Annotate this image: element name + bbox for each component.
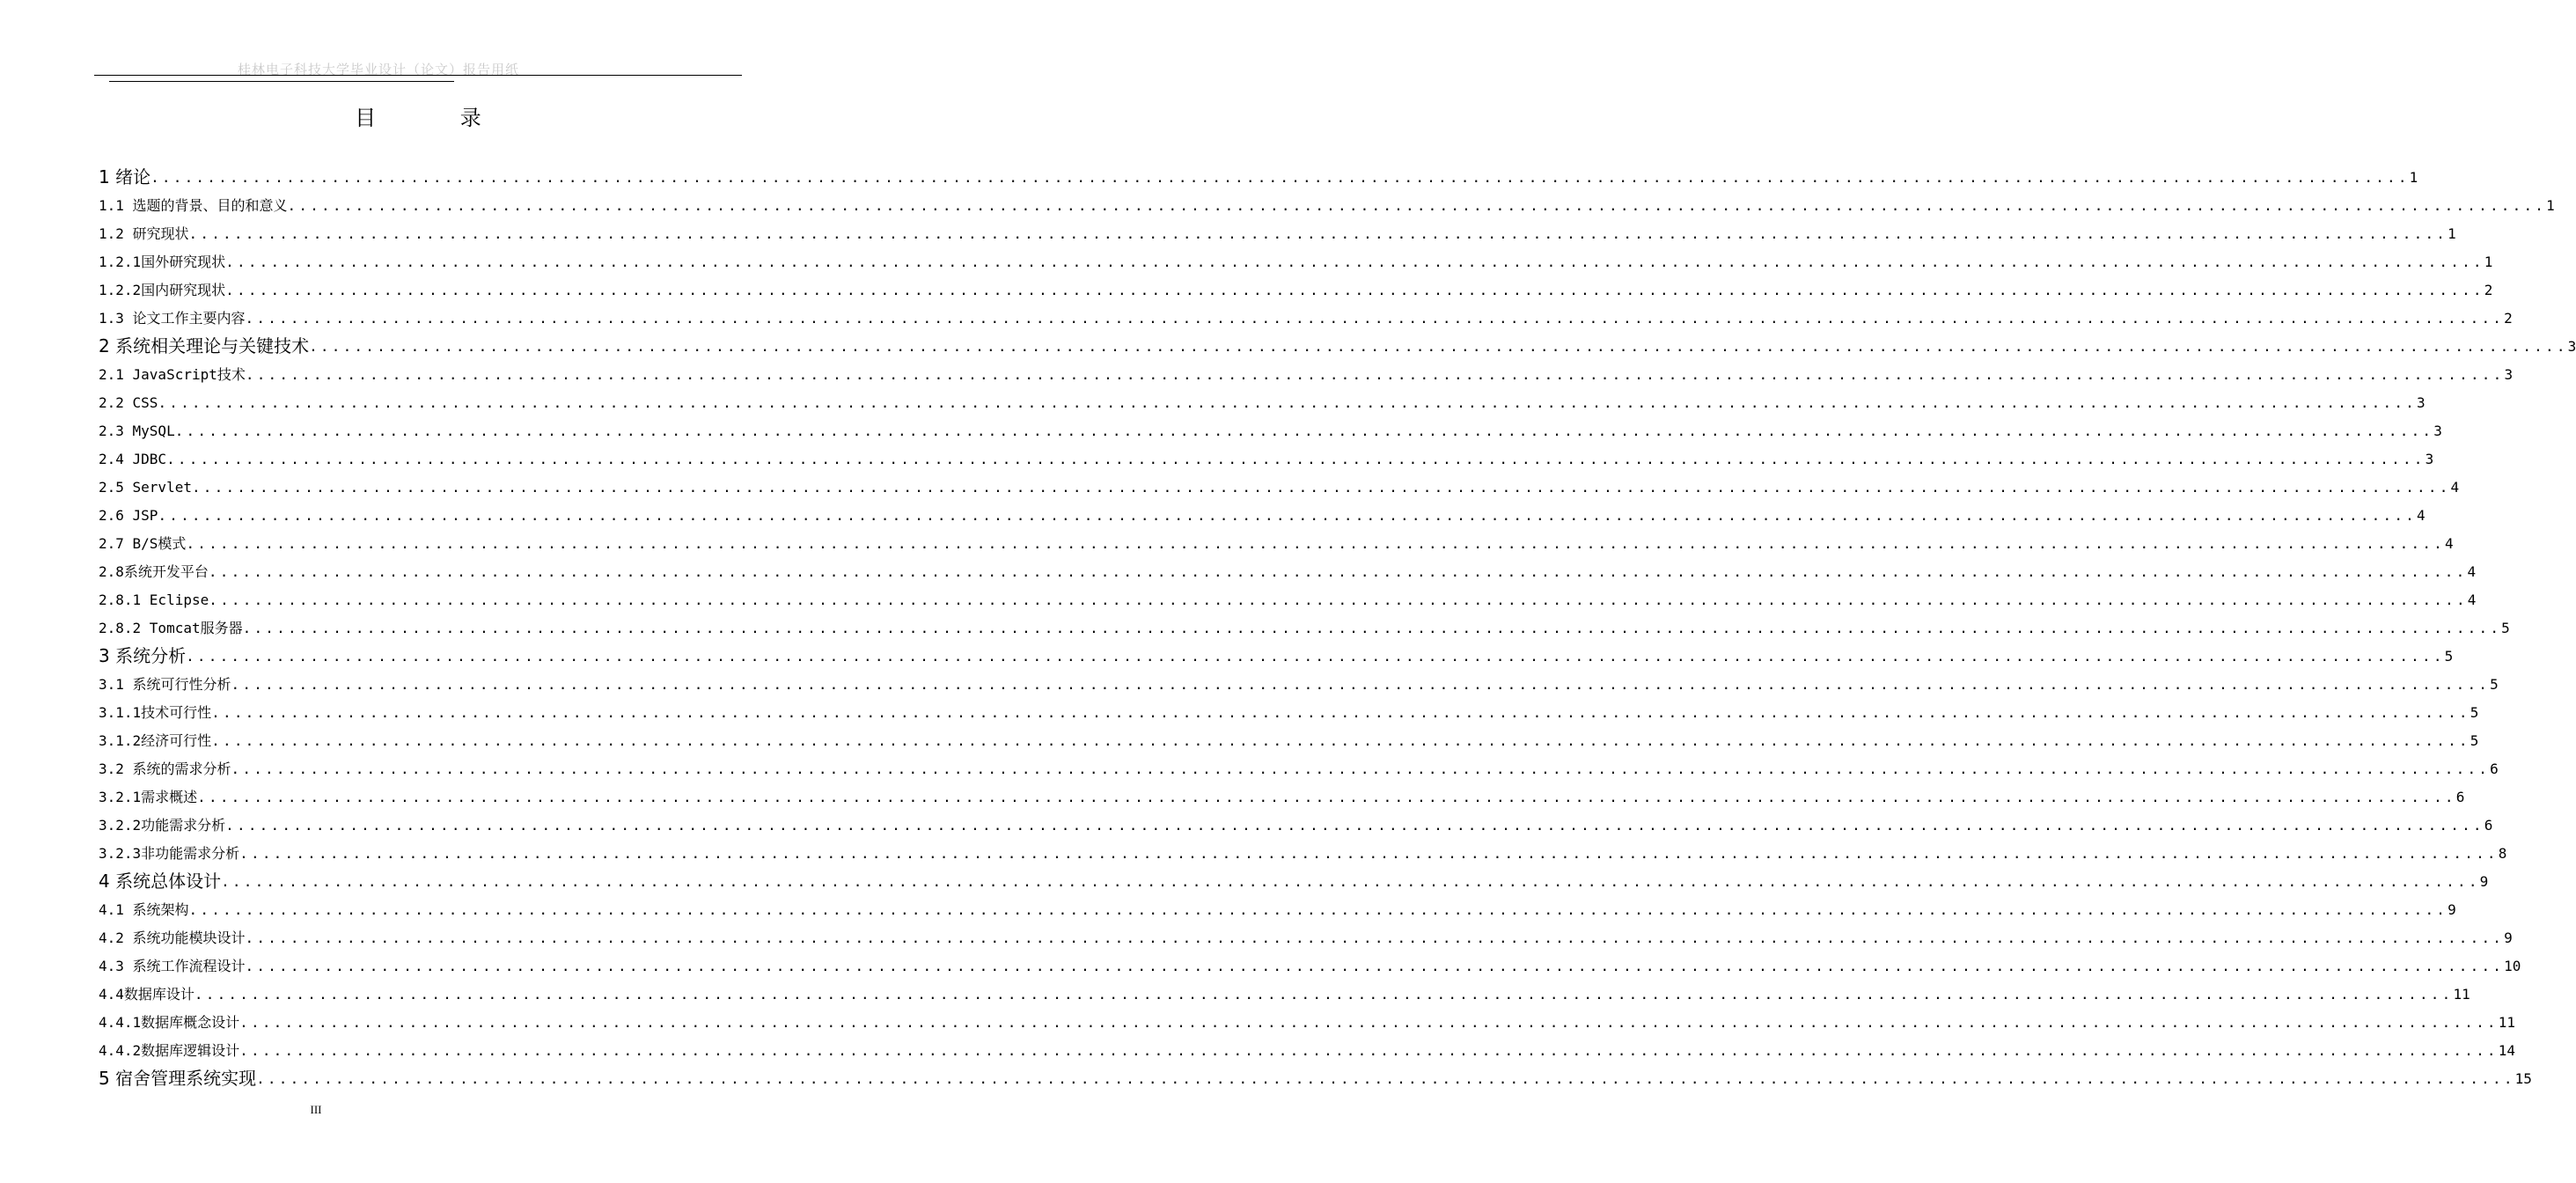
toc-entry-page: 5 (2470, 704, 2479, 721)
toc-leader-dots: ........................................................................................................................................................................................................ (158, 507, 2417, 524)
toc-leader-dots: ........................................................................................................................................................................................................ (225, 282, 2484, 298)
toc-entry-label: 4.4数据库设计 (99, 986, 194, 1003)
toc-entry[interactable] (99, 778, 2465, 806)
toc-entry[interactable] (99, 327, 2576, 356)
toc-leader-dots: ........................................................................................................................................................................................................ (225, 254, 2484, 270)
toc-entry-label: 2.8.2 Tomcat服务器 (99, 620, 243, 636)
toc-leader-dots: ........................................................................................................................................................................................................ (239, 845, 2499, 862)
toc-title: 目 录 (355, 106, 520, 130)
toc-entry-label: 1.3 论文工作主要内容 (99, 310, 246, 327)
toc-leader-dots: ........................................................................................................................................................................................................ (188, 901, 2448, 918)
toc-entry[interactable] (99, 637, 2454, 666)
toc-entry-label: 2.8系统开发平台 (99, 563, 209, 580)
toc-entry-page: 1 (2484, 254, 2493, 270)
toc-entry[interactable] (99, 243, 2493, 271)
toc-leader-dots: ........................................................................................................................................................................................................ (245, 930, 2505, 946)
toc-leader-dots: ........................................................................................................................................................................................................ (242, 620, 2502, 636)
toc-leader-dots: ........................................................................................................................................................................................................ (239, 1014, 2499, 1031)
toc-leader-dots: ........................................................................................................................................................................................................ (256, 1070, 2515, 1087)
toc-entry[interactable] (99, 919, 2513, 947)
toc-leader-dots: ........................................................................................................................................................................................................ (158, 394, 2417, 411)
toc-entry-label: 1.2.1国外研究现状 (99, 254, 226, 270)
toc-entry-page: 9 (2479, 873, 2489, 890)
toc-entry-page: 2 (2484, 282, 2493, 298)
toc-leader-dots: ........................................................................................................................................................................................................ (245, 310, 2505, 327)
toc-entry-label: 4.4.1数据库概念设计 (99, 1014, 240, 1031)
toc-entry[interactable] (99, 496, 2426, 525)
toc-entry-label: 3.2.2功能需求分析 (99, 817, 226, 834)
toc-entry[interactable] (99, 834, 2507, 863)
toc-entry-page: 6 (2484, 817, 2493, 834)
toc-entry-label: 3.1.2经济可行性 (99, 732, 212, 749)
toc-entry[interactable] (99, 553, 2477, 581)
toc-entry-label: 1.2 研究现状 (99, 225, 189, 242)
toc-entry-label: 3.2.1需求概述 (99, 789, 198, 805)
toc-entry[interactable] (99, 384, 2426, 412)
toc-leader-dots: ........................................................................................................................................................................................................ (174, 422, 2434, 439)
toc-leader-dots: ........................................................................................................................................................................................................ (225, 817, 2484, 834)
toc-leader-dots: ........................................................................................................................................................................................................ (188, 225, 2448, 242)
toc-leader-dots: ........................................................................................................................................................................................................ (166, 451, 2426, 467)
toc-entry[interactable] (99, 863, 2489, 892)
toc-leader-dots: ........................................................................................................................................................................................................ (231, 760, 2491, 777)
toc-entry[interactable] (99, 1060, 2532, 1089)
toc-entry-label: 3.1.1技术可行性 (99, 704, 212, 721)
toc-entry[interactable] (99, 299, 2513, 327)
toc-leader-dots: ........................................................................................................................................................................................................ (194, 986, 2454, 1003)
table-of-contents (99, 158, 2576, 1089)
toc-leader-dots: ........................................................................................................................................................................................................ (245, 958, 2505, 974)
toc-entry-page: 5 (2501, 620, 2510, 636)
toc-entry[interactable] (99, 525, 2454, 553)
toc-entry-label: 4.2 系统功能模块设计 (99, 930, 246, 946)
toc-entry-page: 3 (2425, 451, 2434, 467)
toc-entry-page: 3 (2567, 338, 2576, 355)
toc-entry-page: 9 (2504, 930, 2513, 946)
toc-leader-dots: ........................................................................................................................................................................................................ (211, 732, 2470, 749)
toc-entry-label: 5 宿舍管理系统实现 (99, 1068, 257, 1089)
toc-entry-page: 4 (2417, 507, 2426, 524)
toc-entry[interactable] (99, 750, 2499, 778)
toc-entry[interactable] (99, 891, 2456, 919)
toc-entry-page: 9 (2448, 901, 2456, 918)
toc-entry[interactable] (99, 947, 2521, 975)
toc-leader-dots: ........................................................................................................................................................................................................ (231, 676, 2491, 693)
toc-entry-label: 4.1 系统架构 (99, 901, 189, 918)
toc-entry[interactable] (99, 609, 2510, 637)
toc-entry[interactable] (99, 806, 2493, 834)
toc-entry[interactable] (99, 468, 2460, 496)
toc-entry-page: 15 (2514, 1070, 2532, 1087)
toc-leader-dots: ........................................................................................................................................................................................................ (239, 1042, 2499, 1059)
toc-entry-label: 2 系统相关理论与关键技术 (99, 335, 310, 356)
toc-entry-label: 2.8.1 Eclipse (99, 592, 209, 608)
toc-entry-page: 3 (2417, 394, 2426, 411)
toc-entry[interactable] (99, 1032, 2515, 1060)
toc-entry[interactable] (99, 412, 2442, 440)
toc-entry-page: 4 (2445, 535, 2454, 552)
toc-entry-label: 2.5 Servlet (99, 479, 192, 496)
toc-entry[interactable] (99, 271, 2493, 299)
toc-entry-label: 4.3 系统工作流程设计 (99, 958, 246, 974)
toc-entry-page: 11 (2453, 986, 2470, 1003)
header-rule-top (94, 75, 742, 76)
toc-entry-page: 3 (2433, 422, 2442, 439)
toc-entry-page: 6 (2455, 789, 2465, 805)
toc-leader-dots: ........................................................................................................................................................................................................ (208, 563, 2468, 580)
toc-entry-label: 4.4.2数据库逻辑设计 (99, 1042, 240, 1059)
toc-entry[interactable] (99, 158, 2418, 187)
toc-entry-label: 3.1 系统可行性分析 (99, 676, 231, 693)
toc-leader-dots: ........................................................................................................................................................................................................ (245, 366, 2505, 383)
toc-leader-dots: ........................................................................................................................................................................................................ (191, 479, 2451, 496)
toc-entry-label: 2.7 B/S模式 (99, 535, 187, 552)
toc-entry[interactable] (99, 356, 2514, 384)
running-header: 桂林电子科技大学毕业设计（论文）报告用纸 (237, 62, 519, 77)
toc-entry-label: 3 系统分析 (99, 645, 187, 666)
toc-entry-label: 2.6 JSP (99, 507, 158, 524)
toc-leader-dots: ........................................................................................................................................................................................................ (209, 592, 2468, 608)
toc-entry-page: 1 (2546, 197, 2555, 214)
toc-leader-dots: ........................................................................................................................................................................................................ (197, 789, 2456, 805)
toc-leader-dots: ........................................................................................................................................................................................................ (221, 873, 2480, 890)
toc-leader-dots: ........................................................................................................................................................................................................ (186, 648, 2445, 665)
toc-entry[interactable] (99, 665, 2499, 694)
toc-entry-label: 1.2.2国内研究现状 (99, 282, 226, 298)
toc-entry-page: 5 (2470, 732, 2479, 749)
toc-entry-page: 1 (2448, 225, 2456, 242)
toc-entry-page: 11 (2498, 1014, 2515, 1031)
toc-leader-dots: ........................................................................................................................................................................................................ (309, 338, 2568, 355)
toc-entry-label: 4 系统总体设计 (99, 871, 222, 892)
page-number: III (310, 1103, 322, 1116)
toc-entry[interactable] (99, 722, 2479, 750)
toc-entry-label: 2.2 CSS (99, 394, 158, 411)
toc-entry-page: 6 (2490, 760, 2499, 777)
toc-entry-label: 1 绪论 (99, 166, 151, 187)
toc-entry-label: 2.4 JDBC (99, 451, 167, 467)
toc-entry-page: 5 (2490, 676, 2499, 693)
toc-leader-dots: ........................................................................................................................................................................................................ (150, 169, 2410, 186)
toc-entry[interactable] (99, 1003, 2515, 1032)
toc-entry-page: 2 (2504, 310, 2513, 327)
toc-leader-dots: ........................................................................................................................................................................................................ (186, 535, 2445, 552)
toc-entry-label: 3.2 系统的需求分析 (99, 760, 231, 777)
toc-entry-label: 2.3 MySQL (99, 422, 175, 439)
toc-leader-dots: ........................................................................................................................................................................................................ (211, 704, 2470, 721)
toc-entry[interactable] (99, 694, 2479, 722)
toc-entry-label: 1.1 选题的背景、目的和意义 (99, 197, 288, 214)
toc-entry-page: 4 (2467, 563, 2477, 580)
toc-entry-page: 5 (2444, 648, 2454, 665)
toc-entry-label: 2.1 JavaScript技术 (99, 366, 246, 383)
toc-entry-page: 10 (2504, 958, 2521, 974)
toc-entry-page: 4 (2467, 592, 2477, 608)
toc-leader-dots: ........................................................................................................................................................................................................ (287, 197, 2547, 214)
toc-entry[interactable] (99, 215, 2456, 243)
toc-entry[interactable] (99, 187, 2555, 215)
toc-entry[interactable] (99, 975, 2470, 1003)
toc-entry-page: 1 (2409, 169, 2418, 186)
toc-entry-page: 14 (2498, 1042, 2515, 1059)
toc-entry-label: 3.2.3非功能需求分析 (99, 845, 240, 862)
toc-entry-page: 4 (2450, 479, 2460, 496)
toc-entry-page: 8 (2498, 845, 2507, 862)
toc-entry[interactable] (99, 581, 2477, 609)
toc-entry-page: 3 (2504, 366, 2514, 383)
toc-entry[interactable] (99, 440, 2434, 468)
header-rule-bottom (109, 81, 454, 82)
